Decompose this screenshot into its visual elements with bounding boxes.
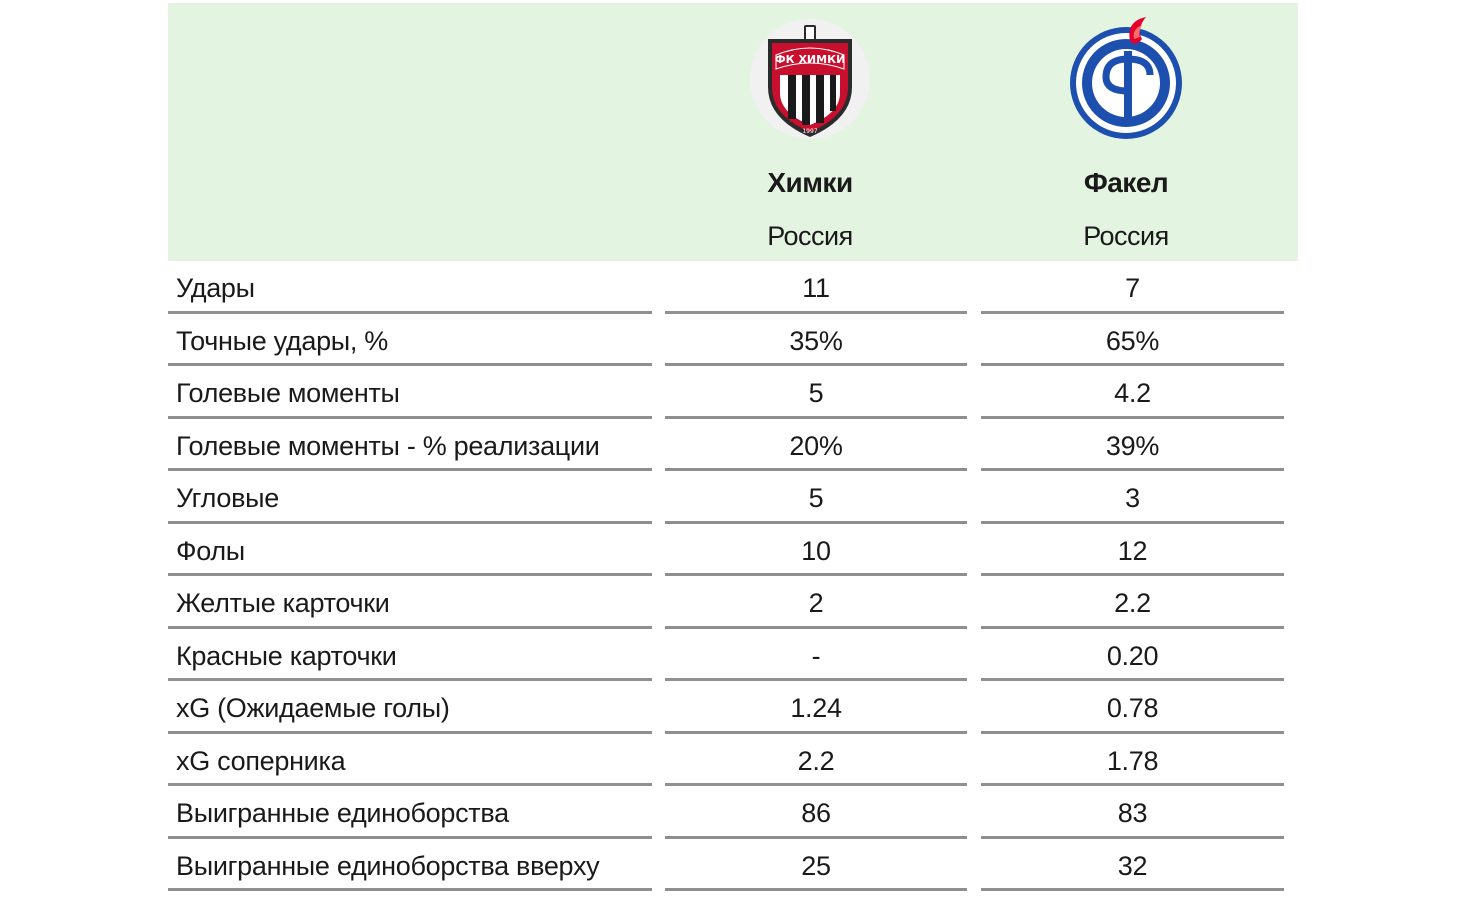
home-stat-value: 11	[665, 261, 967, 314]
table-row	[168, 839, 1298, 892]
home-team-country: Россия	[767, 221, 853, 251]
table-row	[168, 786, 1298, 839]
away-stat-value: 83	[981, 786, 1284, 839]
table-row	[168, 681, 1298, 734]
stat-label: Угловые	[168, 471, 652, 524]
away-stat-value: 3	[981, 471, 1284, 524]
away-stat-value: 12	[981, 524, 1284, 577]
home-stat-value: 5	[665, 366, 967, 419]
away-stat-value: 1.78	[981, 734, 1284, 787]
home-stat-value: 2	[665, 576, 967, 629]
home-stat-value: 86	[665, 786, 967, 839]
stat-label: Красные карточки	[168, 629, 652, 682]
away-stat-value: 0.20	[981, 629, 1284, 682]
table-row	[168, 261, 1298, 314]
khimki-crest-icon	[750, 17, 870, 141]
table-row	[168, 366, 1298, 419]
away-stat-value: 65%	[981, 314, 1284, 367]
stat-label: Фолы	[168, 524, 652, 577]
away-stat-value: 7	[981, 261, 1284, 314]
away-stat-value: 32	[981, 839, 1284, 892]
away-team-country: Россия	[1083, 221, 1169, 251]
stat-label: Удары	[168, 261, 652, 314]
stat-label: Выигранные единоборства вверху	[168, 839, 652, 892]
table-row	[168, 524, 1298, 577]
home-stat-value: 20%	[665, 419, 967, 472]
stat-label: Выигранные единоборства	[168, 786, 652, 839]
stats-comparison-table	[168, 3, 1298, 891]
home-stat-value: -	[665, 629, 967, 682]
table-row	[168, 471, 1298, 524]
stat-label: Голевые моменты - % реализации	[168, 419, 652, 472]
stat-label: Точные удары, %	[168, 314, 652, 367]
stat-label: Голевые моменты	[168, 366, 652, 419]
table-row	[168, 576, 1298, 629]
home-stat-value: 1.24	[665, 681, 967, 734]
away-stat-value: 39%	[981, 419, 1284, 472]
away-team-name: Факел	[1083, 167, 1169, 198]
stat-label: Желтые карточки	[168, 576, 652, 629]
home-stat-value: 35%	[665, 314, 967, 367]
away-stat-value: 4.2	[981, 366, 1284, 419]
home-stat-value: 5	[665, 471, 967, 524]
away-stat-value: 0.78	[981, 681, 1284, 734]
table-row	[168, 314, 1298, 367]
home-stat-value: 10	[665, 524, 967, 577]
table-row	[168, 734, 1298, 787]
fakel-crest-icon	[1066, 17, 1186, 141]
table-row	[168, 419, 1298, 472]
home-stat-value: 25	[665, 839, 967, 892]
stats-rows	[168, 261, 1298, 891]
home-stat-value: 2.2	[665, 734, 967, 787]
table-row	[168, 629, 1298, 682]
stat-label: xG соперника	[168, 734, 652, 787]
home-team-name: Химки	[767, 167, 853, 198]
stat-label: xG (Ожидаемые голы)	[168, 681, 652, 734]
khimki-crest-year: 1997	[802, 128, 818, 135]
khimki-crest-text: ФК ХИМКИ	[774, 53, 846, 66]
table-header	[168, 3, 1298, 261]
away-stat-value: 2.2	[981, 576, 1284, 629]
